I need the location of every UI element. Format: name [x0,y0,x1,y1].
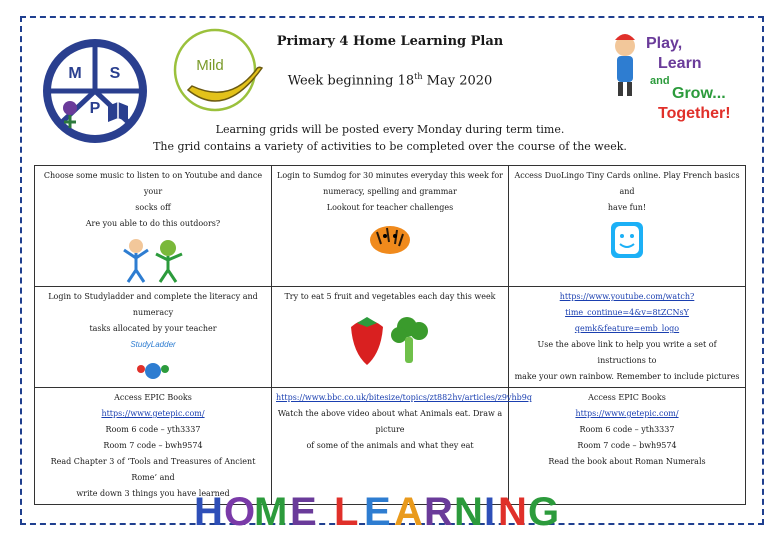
banner-letter: N [498,490,527,531]
banner-letter: H [194,490,223,531]
banner-letter: E [290,490,317,531]
cell-duolingo: Access DuoLingo Tiny Cards online. Play French basics and have fun! [509,166,746,287]
banner-letter: E [364,490,391,531]
bbc-bitesize-link[interactable]: https://www.bbc.co.uk/bitesize/topics/zt882hv/articles/z9vhb9q [276,393,532,402]
epic-link[interactable]: https://www.getepic.com/ [101,409,205,418]
banner-letter: A [394,490,423,531]
logo-word-learn: Learn [658,55,702,72]
studyladder-logo: StudyLadder [130,340,176,349]
crest-letter-s: S [109,65,121,82]
cell-music-dance: Choose some music to listen to on Youtube and dance your socks off Are you able to do this outdoors? [35,166,272,287]
home-learning-banner [190,485,590,531]
banner-letter: M [254,490,288,531]
logo-word-together: Together! [658,105,731,122]
intro-line-2: The grid contains a variety of activities to be completed over the course of the week. [153,140,627,153]
page-title: Primary 4 Home Learning Plan [276,34,504,49]
cell-fruit-veg: Try to eat 5 fruit and vegetables each day this week [272,287,509,388]
tiny-cards-icon [607,220,647,260]
sumdog-tiger-icon [365,220,415,256]
epic-link-2[interactable]: https://www.getepic.com/ [575,409,679,418]
cell-epic-numerals: Access EPIC Books https://www.getepic.com/ Room 6 code – yth3337 Room 7 code – bwh9574 Read the book about Roman Numerals [509,388,746,505]
banner-letter: G [528,490,560,531]
banner-letter: L [334,490,359,531]
logo-word-and: and [650,75,670,87]
banner-letter: I [484,490,496,531]
learning-grid [34,165,746,505]
intro-text [0,121,780,155]
banner-letter: N [454,490,483,531]
cell-bbc-animals: https://www.bbc.co.uk/bitesize/topics/zt882hv/articles/z9vhb9q Watch the above video about what Animals eat. Draw a picture of some of the animals and what they eat [272,388,509,505]
crest-letter-m: M [68,65,82,82]
strawberry-broccoli-icon [345,309,435,369]
banner-letter: O [224,490,256,531]
youtube-link[interactable]: https://www.youtube.com/watch?time_continue=4&v=8tZCNsY qemk&feature=emb_logo [559,292,695,333]
globe-kids-icon [133,357,173,379]
week-beginning: Week beginning 18th May 2020 [287,72,493,89]
logo-word-grow: Grow... [672,85,726,102]
dancing-characters-icon [118,236,188,284]
cell-sumdog: Login to Sumdog for 30 minutes everyday this week for numeracy, spelling and grammar Lookout for teacher challenges [272,166,509,287]
logo-word-play: Play, [646,35,683,52]
intro-line-1: Learning grids will be posted every Monday during term time. [215,123,565,136]
cell-epic-rome: Access EPIC Books https://www.getepic.com/ Room 6 code – yth3337 Room 7 code – bwh9574 Read Chapter 3 of ‘Tools and Treasures of Ancient Rome’ and write down 3 things you have learned [35,388,272,505]
banner-letter: R [424,490,453,531]
cell-studyladder: Login to Studyladder and complete the literacy and numeracy tasks allocated by your teacher StudyLadder [35,287,272,388]
mild-label: Mild [196,57,224,74]
crest-letter-p: P [89,100,101,117]
cell-rainbow-instructions: https://www.youtube.com/watch?time_continue=4&v=8tZCNsY qemk&feature=emb_logo Use the above link to help you write a set of instructions to make your own rainbow. Remember to include pictures [509,287,746,388]
